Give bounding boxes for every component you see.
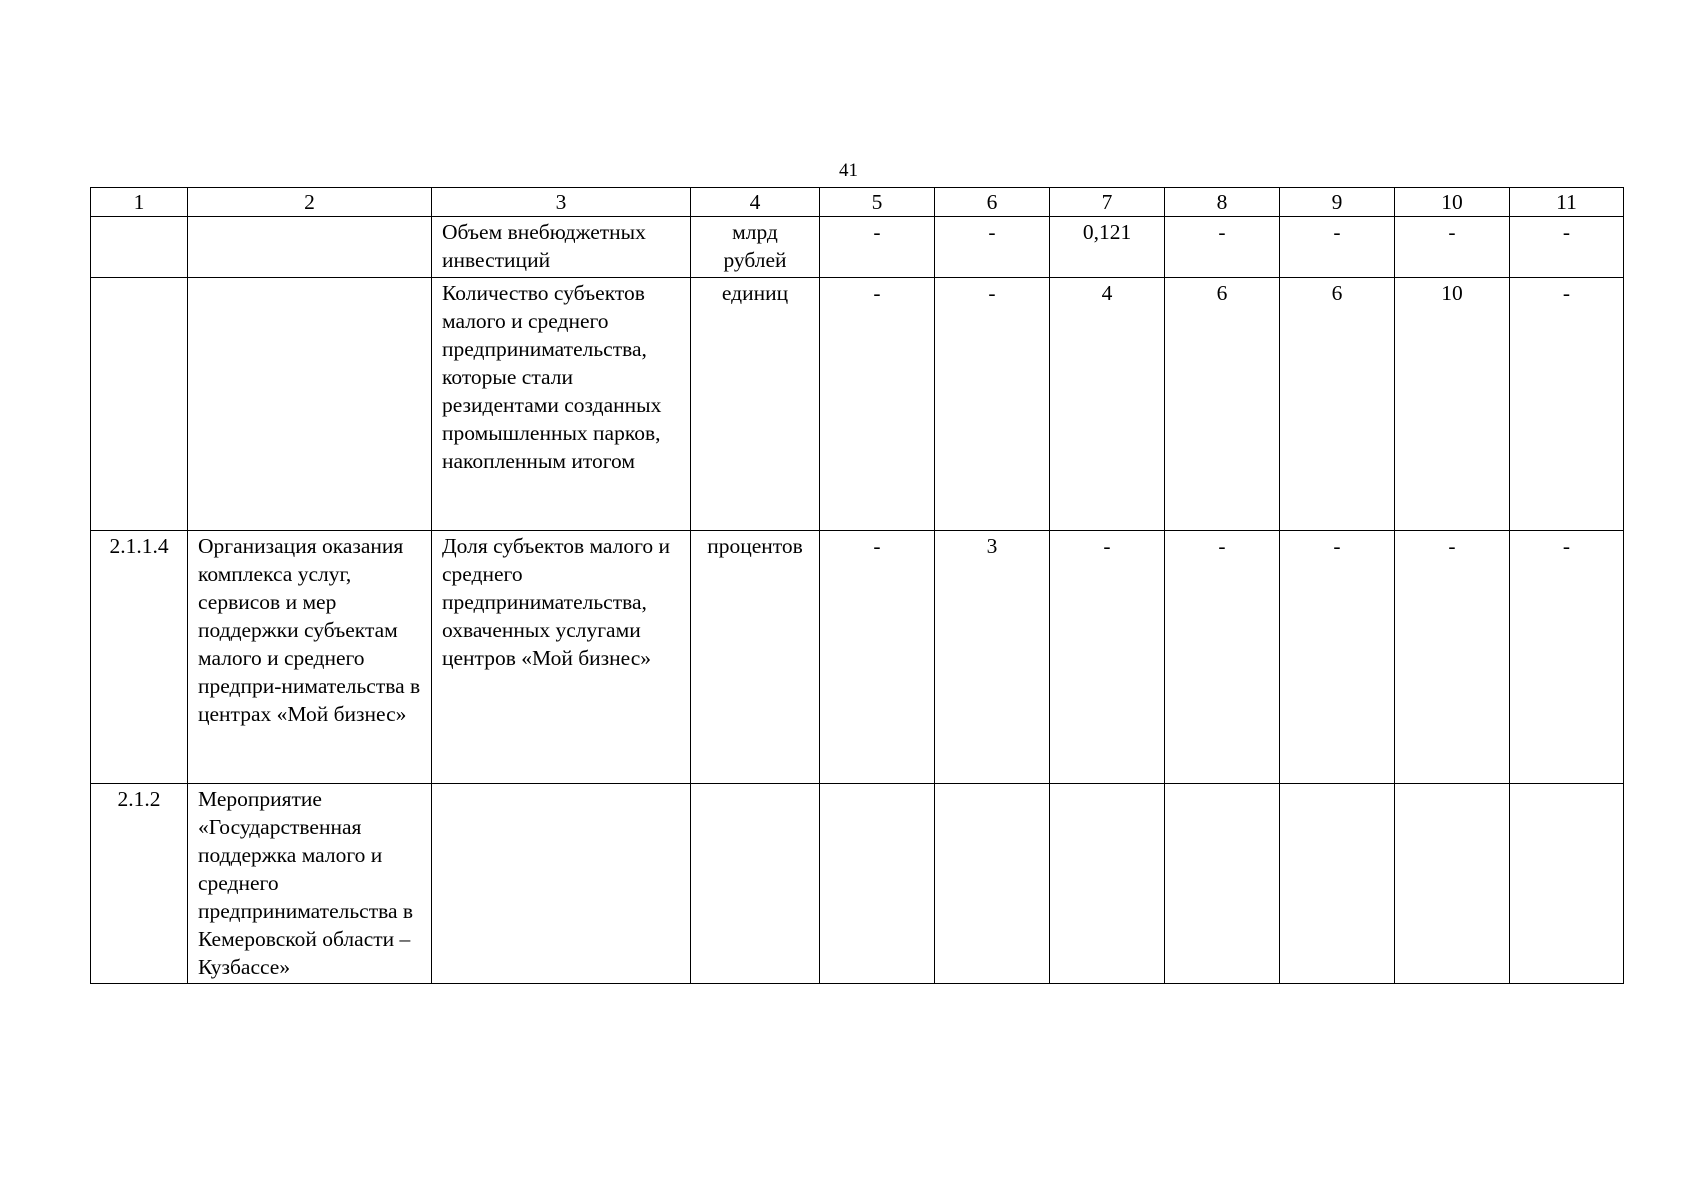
column-number: 5 <box>820 188 935 217</box>
row-value: 6 <box>1165 278 1280 531</box>
row-value <box>1050 784 1165 984</box>
row-unit: млрд рублей <box>691 217 820 278</box>
row-value: - <box>1510 278 1624 531</box>
row-value <box>1395 784 1510 984</box>
row-value: - <box>820 531 935 784</box>
row-unit: процентов <box>691 531 820 784</box>
row-value: 0,121 <box>1050 217 1165 278</box>
row-value <box>1280 784 1395 984</box>
row-value: - <box>1395 217 1510 278</box>
row-value: - <box>1165 531 1280 784</box>
row-value: - <box>820 217 935 278</box>
row-value: - <box>1510 531 1624 784</box>
row-value: - <box>820 278 935 531</box>
table-row <box>91 531 1624 784</box>
column-number: 6 <box>935 188 1050 217</box>
column-number: 11 <box>1510 188 1624 217</box>
table-row <box>91 784 1624 984</box>
column-number: 4 <box>691 188 820 217</box>
row-value: - <box>1395 531 1510 784</box>
column-number: 9 <box>1280 188 1395 217</box>
row-value <box>1165 784 1280 984</box>
row-value: - <box>935 217 1050 278</box>
page-number: 41 <box>839 160 858 181</box>
row-measure: Мероприятие «Государственная поддержка малого и среднего предпринимательства в Кемеровской области – Кузбассе» <box>188 784 432 984</box>
row-value: 4 <box>1050 278 1165 531</box>
row-measure: Организация оказания комплекса услуг, сервисов и мер поддержки субъектам малого и среднего предпри-нимательства в центрах «Мой бизнес» <box>188 531 432 784</box>
column-number: 7 <box>1050 188 1165 217</box>
row-unit: единиц <box>691 278 820 531</box>
column-number: 1 <box>91 188 188 217</box>
row-indicator: Количество субъектов малого и среднего предпринимательства, которые стали резидентами созданных промышленных парков, накопленным итогом <box>432 278 691 531</box>
row-code <box>91 278 188 531</box>
row-code <box>91 217 188 278</box>
row-value: 10 <box>1395 278 1510 531</box>
row-value: - <box>935 278 1050 531</box>
row-value <box>935 784 1050 984</box>
column-number: 10 <box>1395 188 1510 217</box>
row-code: 2.1.1.4 <box>91 531 188 784</box>
row-indicator: Объем внебюджетных инвестиций <box>432 217 691 278</box>
column-number-row <box>91 188 1624 217</box>
row-measure <box>188 278 432 531</box>
row-value: 6 <box>1280 278 1395 531</box>
column-number: 3 <box>432 188 691 217</box>
row-unit <box>691 784 820 984</box>
row-indicator: Доля субъектов малого и среднего предпринимательства, охваченных услугами центров «Мой бизнес» <box>432 531 691 784</box>
table-row <box>91 217 1624 278</box>
row-value: - <box>1510 217 1624 278</box>
indicators-table <box>90 187 1624 984</box>
row-value: - <box>1280 531 1395 784</box>
row-code: 2.1.2 <box>91 784 188 984</box>
table-row <box>91 278 1624 531</box>
row-value: - <box>1050 531 1165 784</box>
row-value: - <box>1280 217 1395 278</box>
row-indicator <box>432 784 691 984</box>
row-value <box>1510 784 1624 984</box>
row-value <box>820 784 935 984</box>
column-number: 2 <box>188 188 432 217</box>
row-measure <box>188 217 432 278</box>
column-number: 8 <box>1165 188 1280 217</box>
row-value: 3 <box>935 531 1050 784</box>
row-value: - <box>1165 217 1280 278</box>
